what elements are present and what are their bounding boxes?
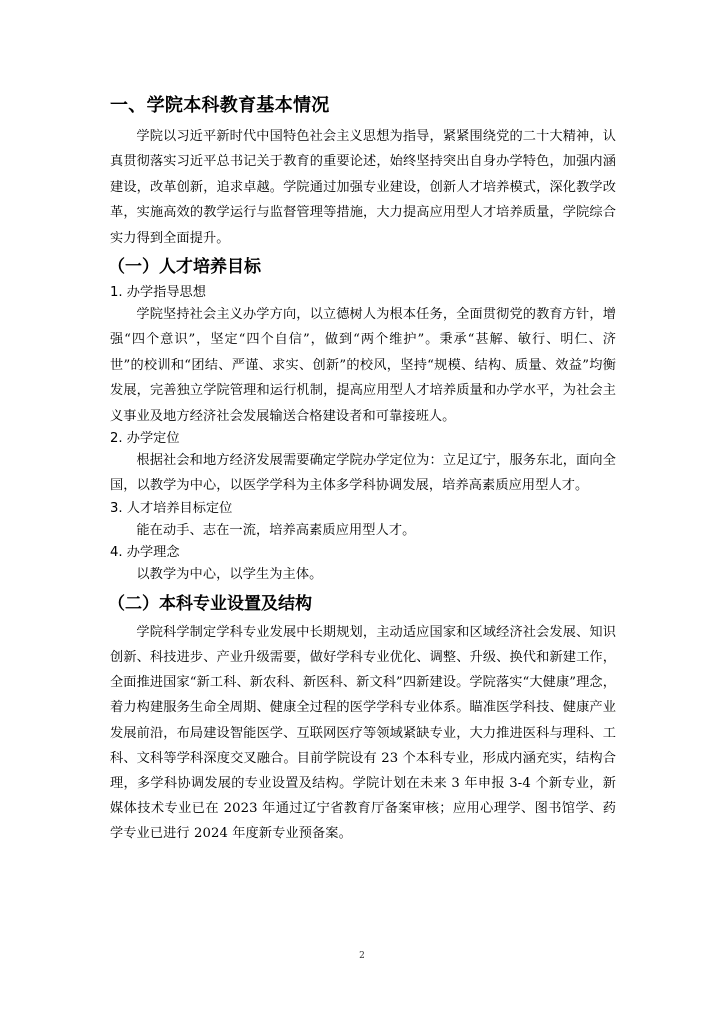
item-text-talent-target: 能在动手、志在一流，培养高素质应用型人才。 [136,522,416,538]
subsection-title-majors: （二）本科专业设置及结构 [108,593,312,614]
subsection-title-talent-goals: （一）人才培养目标 [108,257,261,278]
item-text-positioning: 根据社会和地方经济发展需要确定学院办学定位为：立足辽宁，服务东北，面向全国，以教学为中心，以医学学科为主体多学科协调发展，培养高素质应用型人才。 [110,453,616,494]
item-text-philosophy: 以教学为中心，以学生为主体。 [136,567,323,583]
section-title: 一、学院本科教育基本情况 [110,95,330,116]
page-content [110,94,616,847]
item-text-guiding-ideology: 学院坚持社会主义办学方向，以立德树人为根本任务，全面贯彻党的教育方针，增强“四个意识”，坚定“四个自信”，做到“两个维护”。秉承“甚解、敏行、明仁、济世”的校训和“团结、严谨、求实、创新”的校风，坚持“规模、结构、质量、效益”均衡发展，完善独立学院管理和运行机制，提高应用型人才培养质量和办学水平，为社会主义事业及地方经济社会发展输送合格建设者和可靠接班人。 [110,307,616,424]
item-heading-positioning: 2. 办学定位 [110,431,180,447]
page-number: 2 [359,951,365,961]
item-heading-philosophy: 4. 办学理念 [110,545,180,561]
majors-paragraph: 学院科学制定学科专业发展中长期规划，主动适应国家和区域经济社会发展、知识创新、科技进步、产业升级需要，做好学科专业优化、调整、升级、换代和新建工作，全面推进国家“新工科、新农科、新医科、新文科”四新建设。学院落实“大健康”理念，着力构建服务生命全周期、健康全过程的医学学科专业体系。瞄准医学科技、健康产业发展前沿，布局建设智能医学、互联网医疗等领域紧缺专业，大力推进医科与理科、工科、文科等学科深度交叉融合。目前学院设有 23 个本科专业，形成内涵充实，结构合理，多学科协调发展的专业设置及结构。学院计划在未来 3 年申报 3-4 个新专业，新媒体技术专业已在 2023 年通过辽宁省教育厅备案审核；应用心理学、图书馆学、药学专业已进行 2024 年度新专业预备案。 [110,624,616,842]
item-heading-talent-target: 3. 人才培养目标定位 [110,500,233,516]
intro-paragraph: 学院以习近平新时代中国特色社会主义思想为指导，紧紧围绕党的二十大精神，认真贯彻落实习近平总书记关于教育的重要论述，始终坚持突出自身办学特色，加强内涵建设，改革创新，追求卓越。学院通过加强专业建设，创新人才培养模式，深化教学改革，实施高效的教学运行与监督管理等措施，大力提高应用型人才培养质量，学院综合实力得到全面提升。 [110,129,616,246]
item-heading-guiding-ideology: 1. 办学指导思想 [110,285,206,301]
